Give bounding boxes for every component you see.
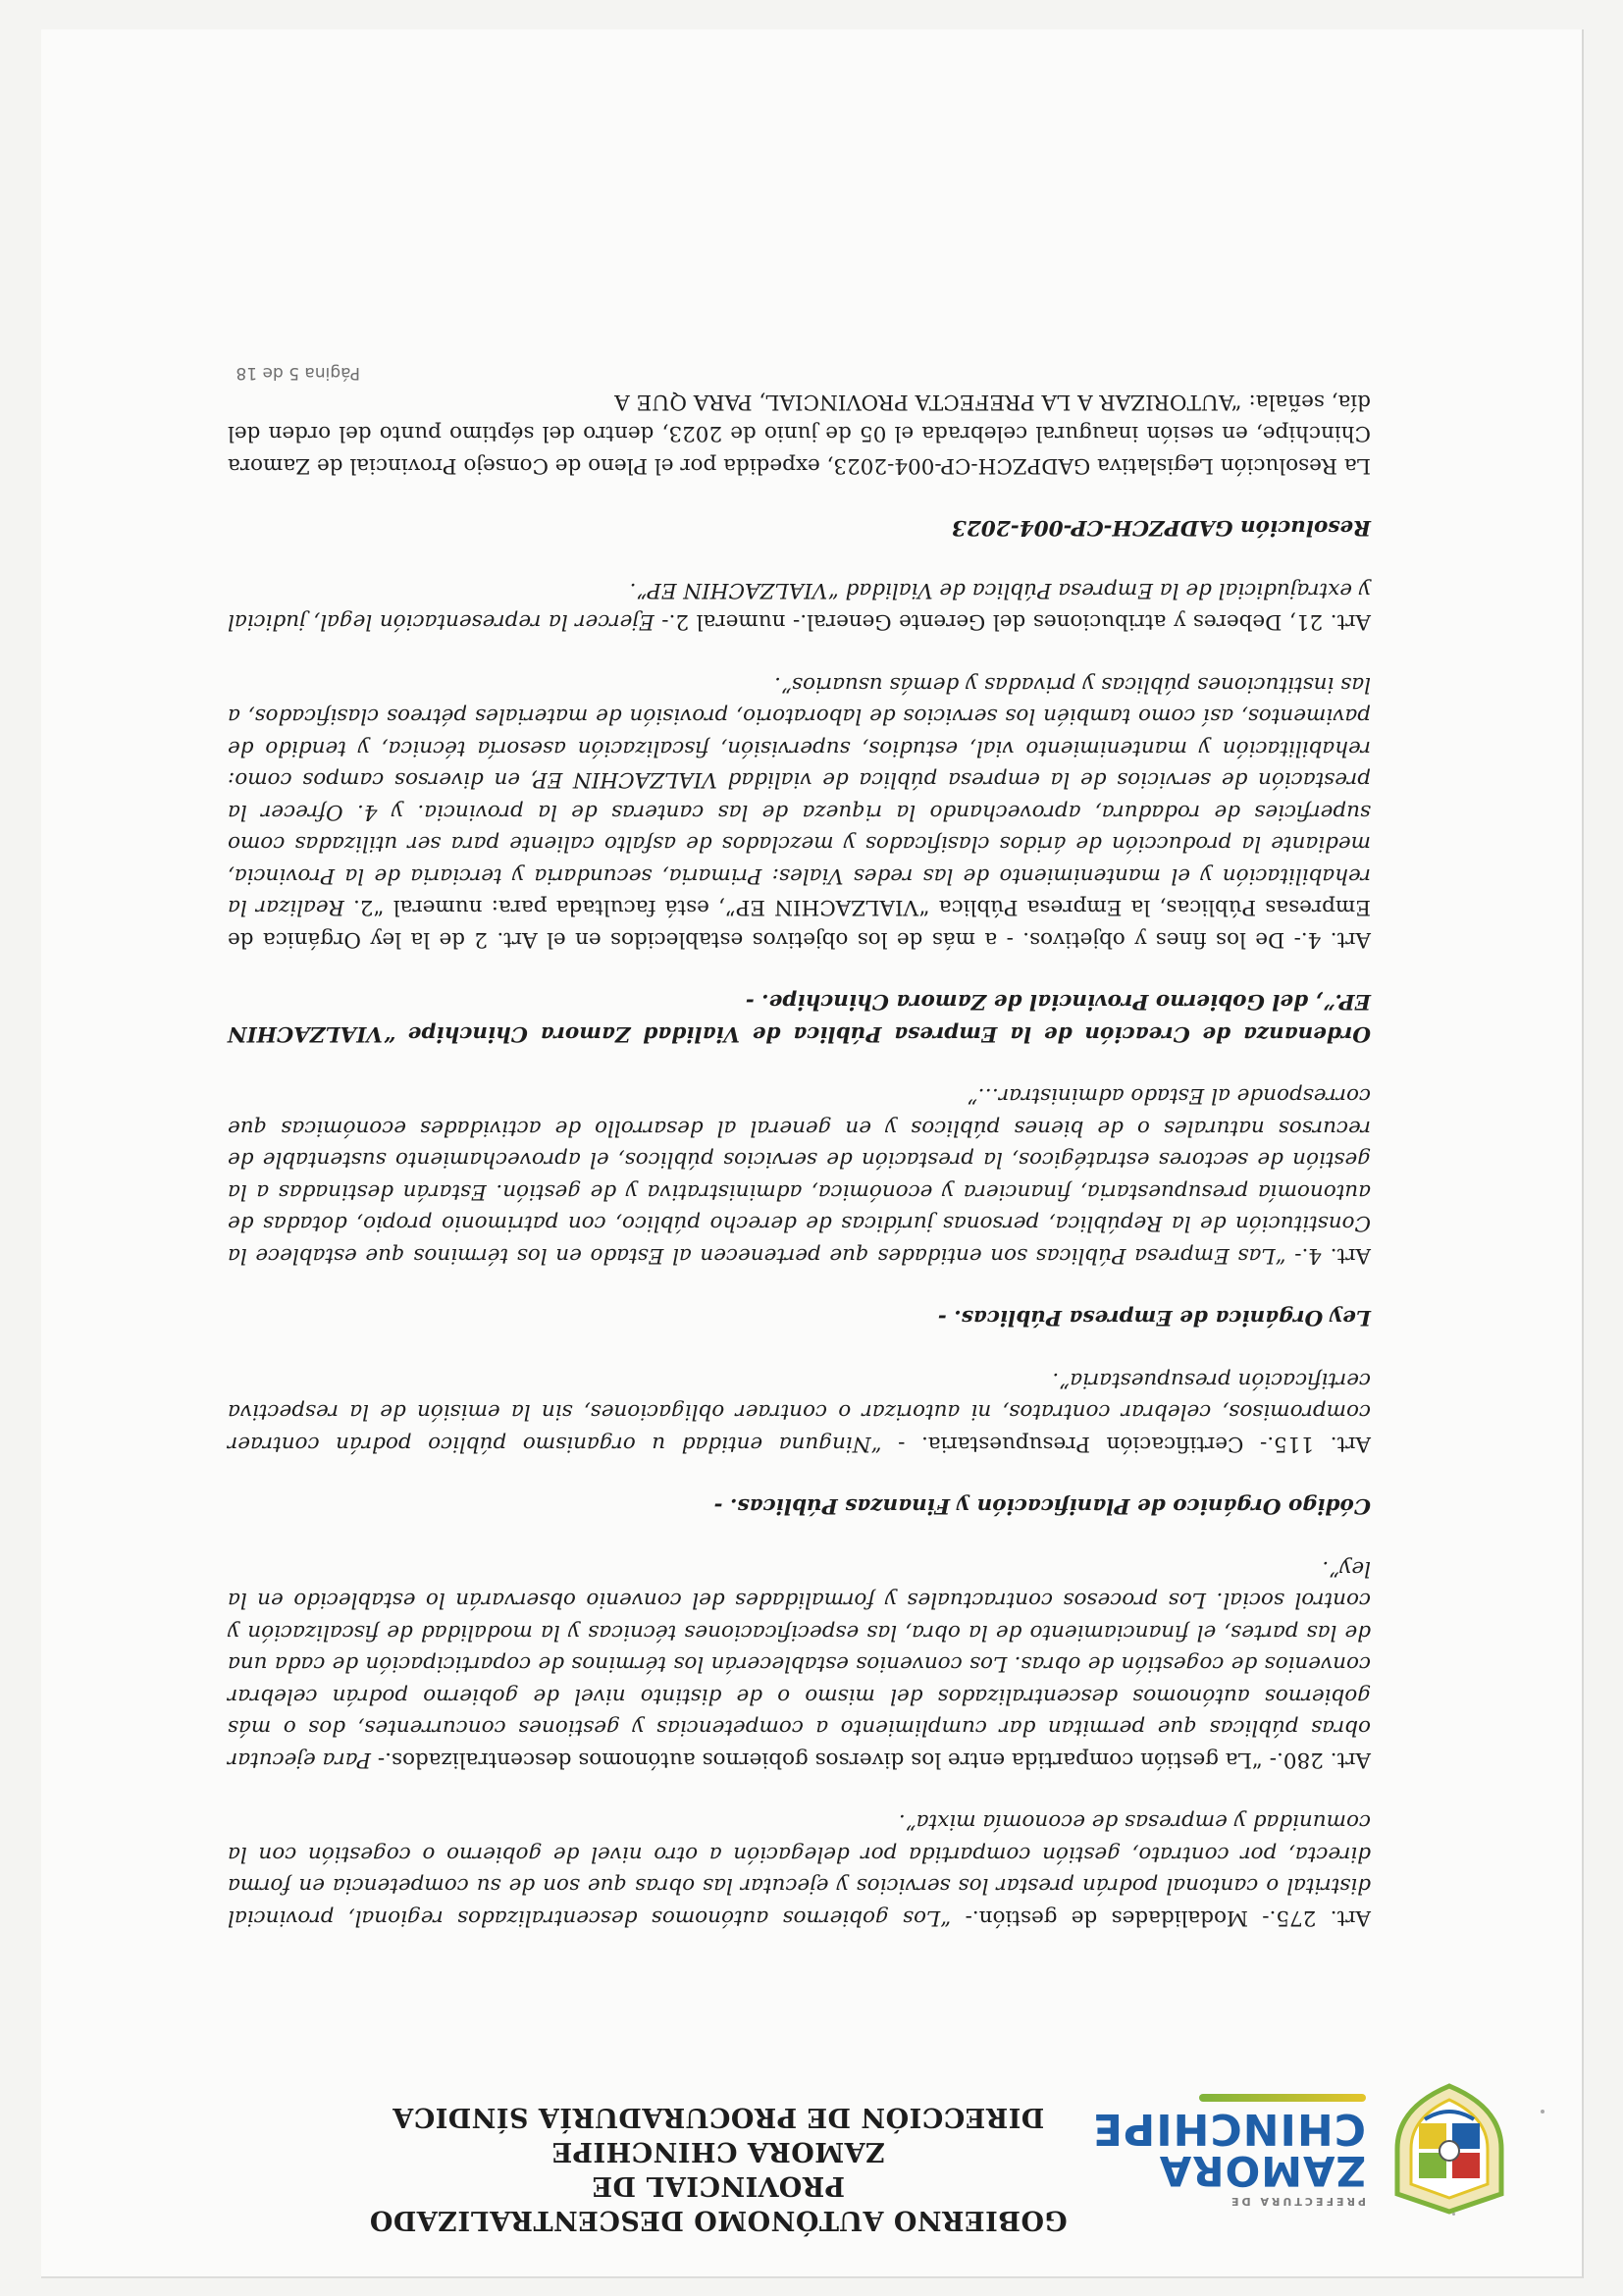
heading-line2: ZAMORA CHINCHIPE — [551, 2136, 885, 2166]
paragraph-art21 — [228, 574, 1371, 638]
paragraph-art115 — [228, 1364, 1371, 1460]
art280-lead: Art. 280.- “La gestión compartida entre los diversos gobiernos autónomos descentralizados.- — [371, 1748, 1371, 1772]
art21-quote: Ejercer la representación legal, judicial y extrajudicial de la Empresa Pública de Vialidad “VIALZACHIN EP”. — [228, 578, 1371, 635]
page-number: Página 5 de 18 — [236, 363, 360, 383]
art275-quote: “Los gobiernos autónomos descentralizados regional, provincial distrital o cantonal podrán prestar los servicios y ejecutar las obras que son de su competencia en forma directa, por contrato, gestión compartida por delegación a otro nivel de gobierno o cogestión con la comunidad y empresas de economía mixta”. — [228, 1809, 1371, 1930]
art21-lead: Art. 21, Deberes y atribuciones del Gerente General.- numeral 2.- — [654, 609, 1371, 635]
art4-lead: Art. 4.- — [1285, 1243, 1371, 1268]
institution-heading — [277, 2100, 1160, 2237]
art275-lead: Art. 275.- Modalidades de gestión.- — [951, 1905, 1371, 1930]
section-title-law: Ley Orgánica de Empresa Públicas. - — [937, 1305, 1371, 1331]
logo-name-line1: ZAMORA — [1158, 2147, 1366, 2195]
scanned-page — [41, 29, 1584, 2278]
paragraph-art4 — [228, 1079, 1371, 1271]
paragraph-art275 — [228, 1805, 1371, 1933]
section-title-resolution: Resolución GADPZCH-CP-004-2023 — [951, 515, 1371, 541]
heading-line3: DIRECCIÓN DE PROCURADURÍA SÍNDICA — [392, 2102, 1045, 2132]
logo-small-text: PREFECTURA DE — [1228, 2195, 1366, 2208]
logo-name-line2: CHINCHIPE — [1091, 2104, 1366, 2154]
scan-speck — [1541, 2110, 1544, 2113]
document-body — [228, 355, 1371, 1934]
art4b-lead: Art. 4.- De los fines y objetivos. - a más de los objetivos establecidos en el Art. 2 de la ley Orgánica de Empresas Públicas, la Empresa Pública “VIALZACHIN EP”, está facultada para: numeral “2. — [228, 895, 1371, 952]
logo-color-bar — [1199, 2094, 1366, 2102]
art4b-quote: Realizar la rehabilitación y el mantenimiento de las redes Viales: Primaria, secundaria y terciaria de la Provincia, mediante la producción de áridos clasificados y mezclados de asfalto caliente para ser utilizadas como superficies de rodadura, aprovechando la riqueza de las canteras de la provincia. y 4. Ofrecer la prestación de servicios de la empresa pública de vialidad VIALZACHIN EP, en diversos campos como: rehabilitación y mantenimiento vial, estudios, supervisión, fiscalización asesoría técnica, y tendido de pavimentos, así como también los servicios de laboratorio, provisión de materiales pétreos clasificados, a las instituciones públicas y privadas y demás usuarios”. — [228, 672, 1371, 920]
section-title-code: Código Orgánico de Planificación y Finanzas Públicas. - — [713, 1493, 1371, 1519]
shield-emblem-icon — [1386, 2080, 1513, 2218]
scan-speck — [1452, 2213, 1455, 2216]
art4-quote: “Las Empresa Públicas son entidades que pertenecen al Estado en los términos que establece la Constitución de la República, personas jurídicas de derecho público, con patrimonio propio, dotadas de autonomía presupuestaria, financiera y económica, administrativa y de gestión. Estarán destinadas a la gestión de sectores estratégicos, la prestación de servicios públicos, el aprovechamiento sustentable de recursos naturales o de bienes públicos y en general al desarrollo de actividades económicas que corresponde al Estado administrar…” — [228, 1083, 1371, 1268]
art115-lead: Art. 115.- Certificación Presupuestaria. - — [881, 1432, 1371, 1456]
art115-quote: “Ninguna entidad u organismo público podrán contraer compromisos, celebrar contratos, ni autorizar o contraer obligaciones, sin la emisión de la respectiva certificación presupuestaria”. — [228, 1368, 1371, 1456]
paragraph-art4-objectives — [228, 668, 1371, 956]
art280-quote: Para ejecutar obras públicas que permitan dar cumplimiento a competencias y gestiones concurrentes, dos o más gobiernos autónomos descentralizados del mismo o de distinto nivel de gobierno podrán celebrar convenios de cogestión de obras. Los convenios establecerán los términos de coparticipación de cada una de las partes, el financiamiento de la obra, las especificaciones técnicas y la modalidad de fiscalización y control social. Los procesos contractuales y formalidades del convenio observarán lo establecido en la ley”. — [228, 1556, 1371, 1772]
paragraph-art280 — [228, 1552, 1371, 1776]
prefectura-logo — [1091, 2080, 1513, 2218]
rotated-page-content — [41, 29, 1582, 2276]
heading-line1: GOBIERNO AUTÓNOMO DESCENTRALIZADO PROVINCIAL DE — [369, 2170, 1068, 2235]
letterhead — [41, 1953, 1582, 2276]
paragraph-resolution: La Resolución Legislativa GADPZCH-CP-004-2023, expedida por el Pleno de Consejo Provincial de Zamora Chinchipe, en sesión inaugural celebrada el 05 de junio de 2023, dentro del séptimo punto del orden del día, señala: “AUTORIZAR A LA PREFECTA PROVINCIAL, PARA QUE A — [228, 390, 1371, 478]
section-title-ordinance: Ordenanza de Creación de la Empresa Pública de Vialidad Zamora Chinchipe “VIALZACHIN EP.”, del Gobierno Provincial de Zamora Chinchipe. - — [228, 989, 1371, 1046]
